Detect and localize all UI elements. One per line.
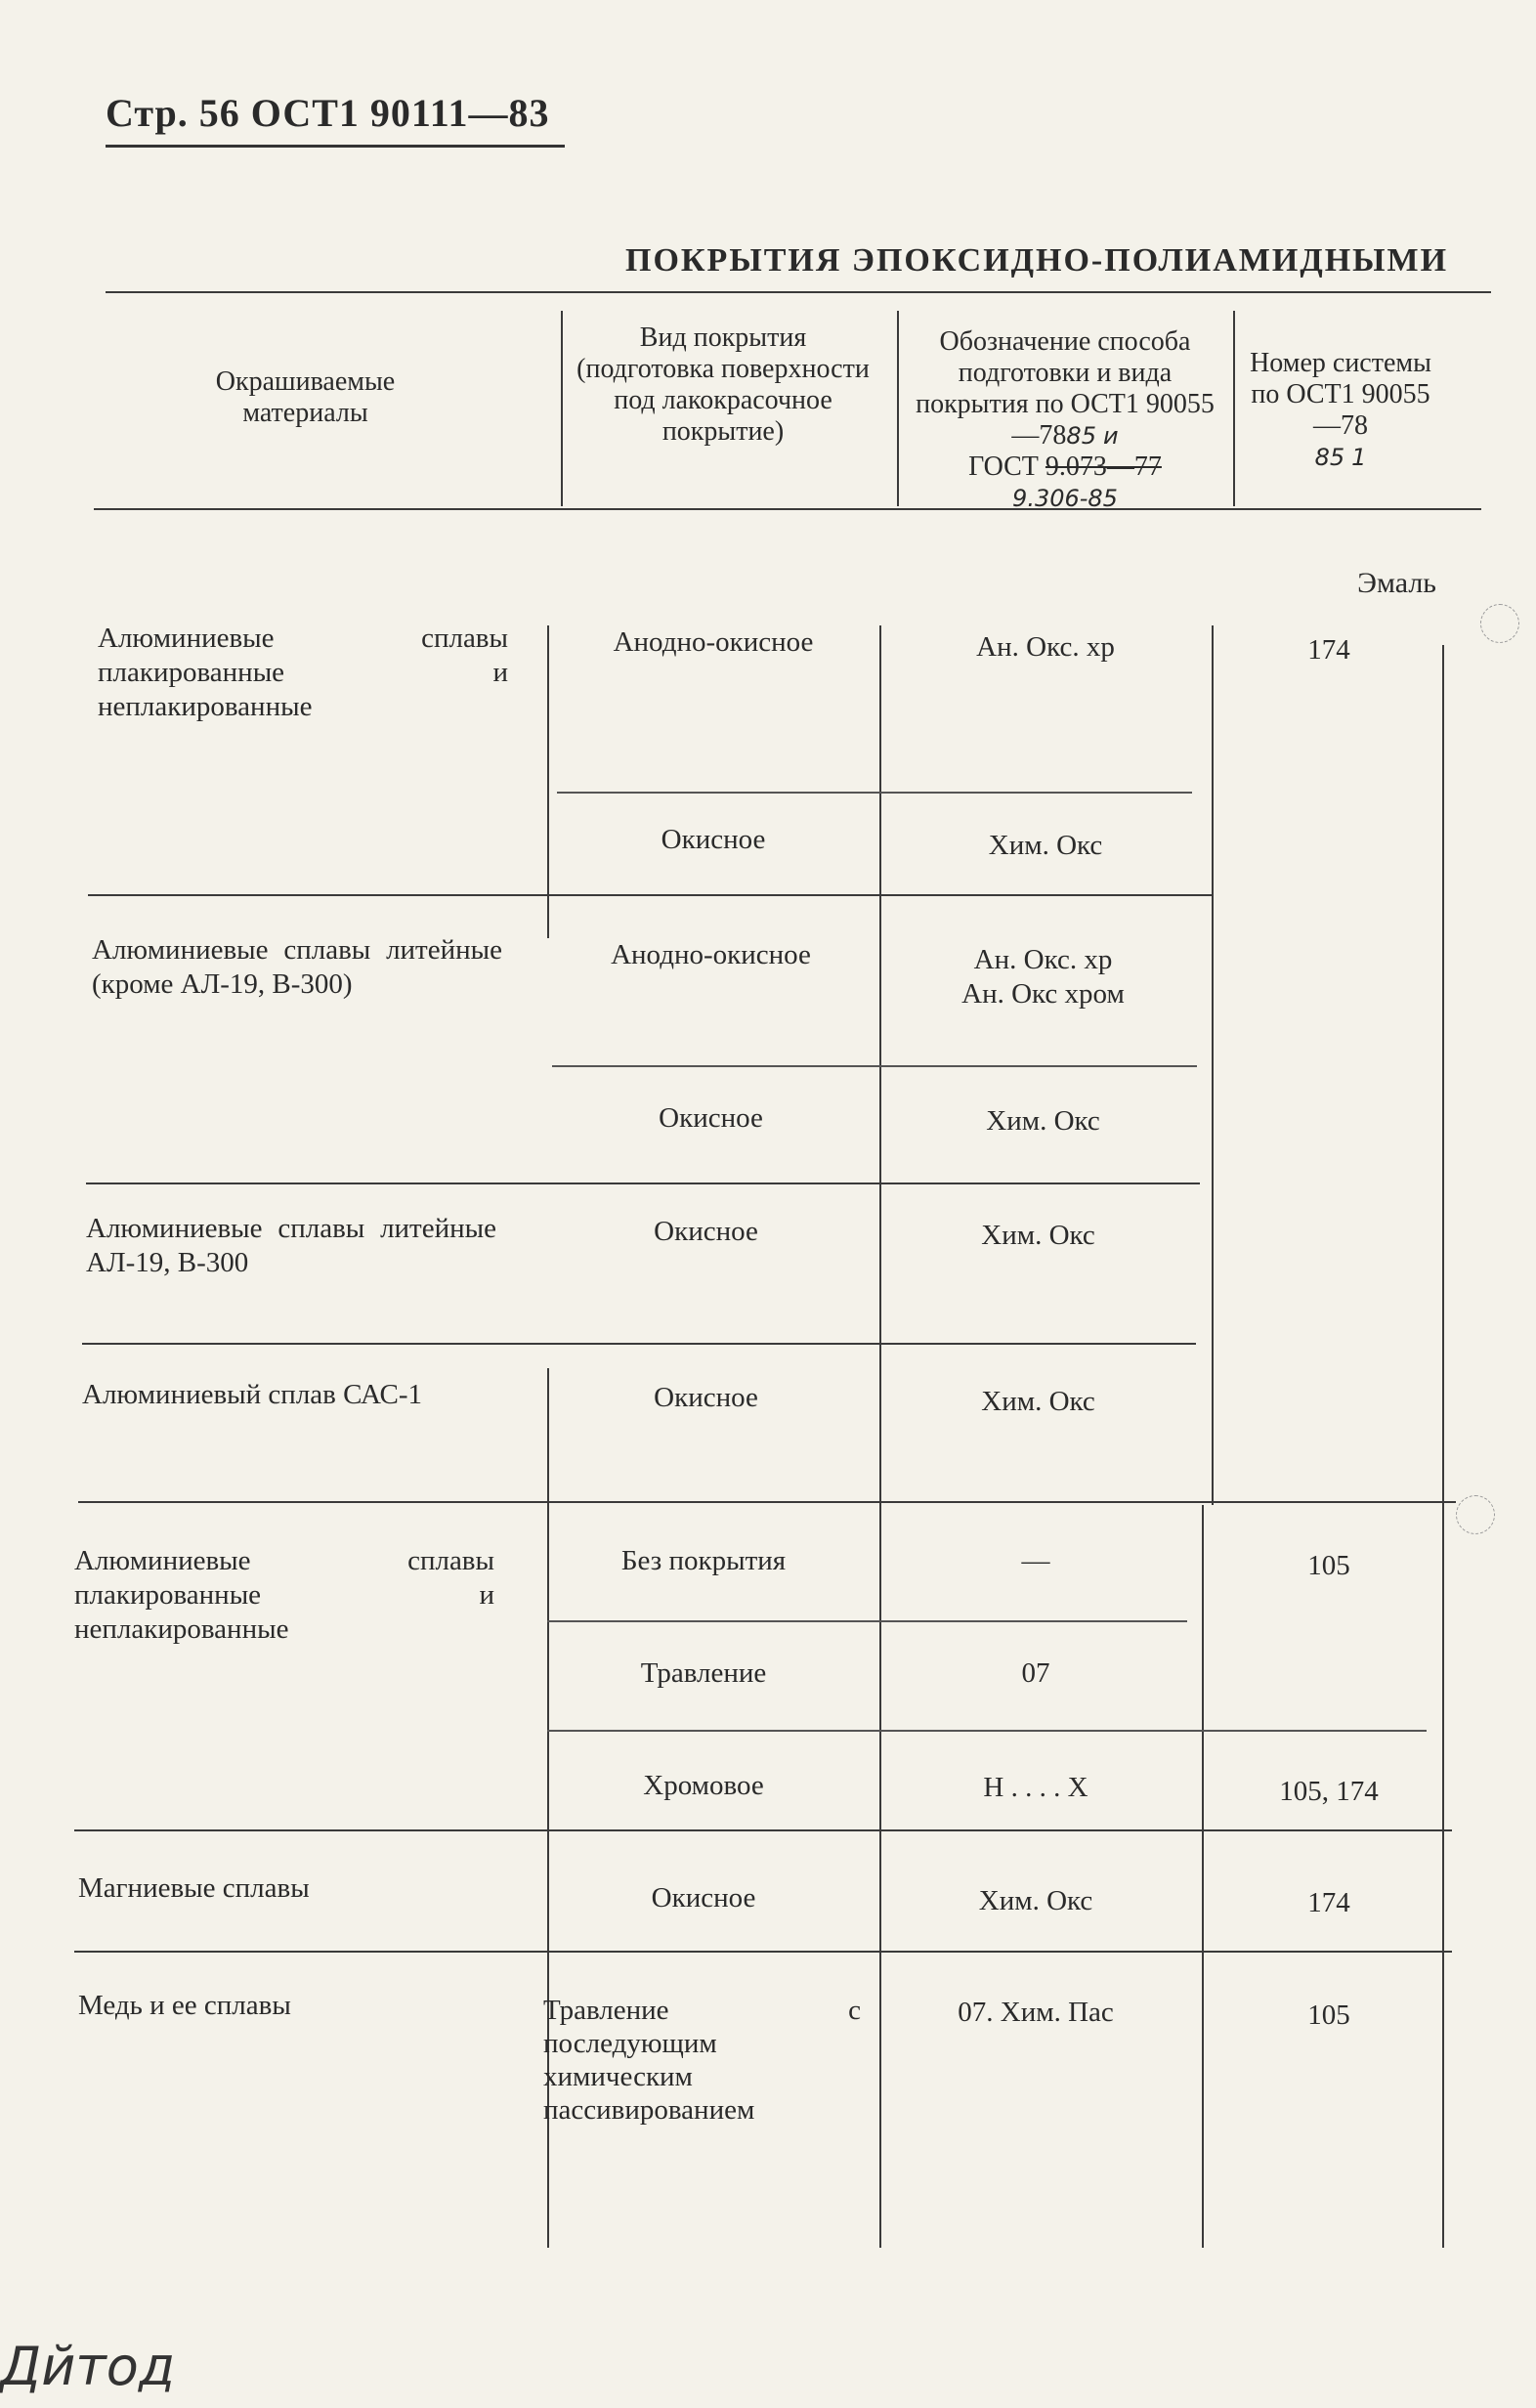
header-rule	[106, 145, 565, 148]
col-header-system	[1243, 348, 1438, 473]
row-11-coating: Травление с последующим химическим пассивированием	[543, 1995, 861, 2126]
header-divider-3	[1233, 311, 1235, 506]
row-6-designation: Хим. Окс	[981, 1386, 1095, 1417]
handwritten-signature: Дйтод	[0, 2336, 176, 2397]
row-rule-6	[74, 1829, 1452, 1831]
header-divider-2	[897, 311, 899, 506]
row-rule-5a	[547, 1620, 1187, 1622]
row-10-coating: Окисное	[651, 1882, 756, 1914]
row-rule-2a	[552, 1065, 1197, 1067]
row-9-system: 105, 174	[1279, 1776, 1379, 1807]
header-divider-1	[561, 311, 563, 506]
row-11-material: Медь и ее сплавы	[78, 1990, 291, 2021]
row-7-material: Алюминиевые сплавы плакированные и неплакированные	[74, 1545, 494, 1645]
body-divider-1a	[547, 625, 549, 938]
row-5-coating: Окисное	[654, 1216, 758, 1247]
row-10-designation: Хим. Окс	[978, 1885, 1093, 1916]
row-3-designation-line-1: Ан. Окс. хр	[973, 944, 1113, 975]
table-header-bottom-rule	[94, 508, 1481, 510]
row-3-coating: Анодно-окисное	[611, 939, 811, 970]
margin-stamp-icon	[1456, 1495, 1495, 1534]
section-label-enamel: Эмаль	[1357, 567, 1436, 599]
row-9-coating: Хромовое	[643, 1770, 764, 1801]
row-rule-2	[86, 1182, 1200, 1184]
row-1-designation: Ан. Окс. хр	[976, 631, 1115, 663]
col-header-coating-type: Вид покрытия (подготовка поверхности под лакокрасочное покрытие)	[576, 322, 870, 447]
col-header-material: Окрашиваемые материалы	[215, 366, 396, 428]
row-5-material: Алюминиевые сплавы литейные АЛ-19, В-300	[86, 1213, 496, 1278]
row-2-coating: Окисное	[661, 824, 766, 855]
row-6-material: Алюминиевый сплав САС-1	[82, 1379, 422, 1410]
handwritten-and: и	[1102, 422, 1119, 450]
handwritten-gost-new: 9.306-85	[1012, 485, 1118, 512]
row-7-system: 105	[1307, 1550, 1350, 1581]
row-8-designation: 07	[1021, 1657, 1050, 1689]
system-main-text: Номер системы по ОСТ1 90055—78	[1250, 348, 1431, 441]
row-5-designation: Хим. Окс	[981, 1220, 1095, 1251]
table-top-rule	[106, 291, 1491, 293]
row-6-coating: Окисное	[654, 1382, 758, 1413]
row-rule-3	[82, 1343, 1196, 1345]
row-rule-1a	[557, 792, 1192, 794]
row-10-material: Магниевые сплавы	[78, 1872, 310, 1904]
row-4-designation: Хим. Окс	[986, 1105, 1100, 1137]
row-7-coating: Без покрытия	[620, 1545, 787, 1576]
body-divider-3a	[1212, 625, 1214, 1505]
row-rule-5b	[547, 1730, 1427, 1732]
row-rule-7	[74, 1951, 1452, 1953]
row-11-system: 105	[1307, 2000, 1350, 2031]
designation-main-text: Обозначение способа подготовки и вида покрытия по ОСТ1 90055—78	[916, 326, 1215, 451]
row-rule-1	[88, 894, 1212, 896]
body-divider-3b	[1202, 1505, 1204, 2248]
row-3-designation	[894, 943, 1192, 1011]
body-divider-2	[879, 625, 881, 2248]
row-4-coating: Окисное	[659, 1102, 763, 1134]
row-1-material: Алюминиевые сплавы плакированные и неплакированные	[98, 623, 508, 722]
table-title: ПОКРЫТИЯ ЭПОКСИДНО-ПОЛИАМИДНЫМИ	[625, 242, 1449, 279]
row-3-material: Алюминиевые сплавы литейные (кроме АЛ-19, В-300)	[92, 934, 502, 1000]
row-9-designation: Н . . . . Х	[983, 1772, 1088, 1803]
margin-stamp-icon	[1480, 604, 1519, 643]
body-divider-4	[1442, 645, 1444, 2248]
row-8-coating: Травление	[640, 1657, 767, 1689]
row-1-coating: Анодно-окисное	[613, 626, 814, 658]
designation-gost-label: ГОСТ	[968, 452, 1039, 482]
handwritten-year-1: 85	[1066, 422, 1096, 450]
row-3-designation-line-2: Ан. Окс хром	[961, 978, 1125, 1010]
page-header: Стр. 56 ОСТ1 90111—83	[106, 91, 550, 135]
designation-gost-struck: 9.073—77	[1045, 452, 1162, 482]
row-1-system: 174	[1307, 634, 1350, 666]
handwritten-circle-mark: 1	[1351, 444, 1367, 471]
handwritten-year-2: 85	[1314, 444, 1345, 471]
row-rule-4	[78, 1501, 1456, 1503]
col-header-designation	[905, 326, 1225, 514]
row-2-designation: Хим. Окс	[988, 830, 1103, 861]
row-10-system: 174	[1307, 1887, 1350, 1918]
row-11-designation: 07. Хим. Пас	[958, 1997, 1114, 2028]
row-7-designation: —	[1021, 1545, 1050, 1576]
